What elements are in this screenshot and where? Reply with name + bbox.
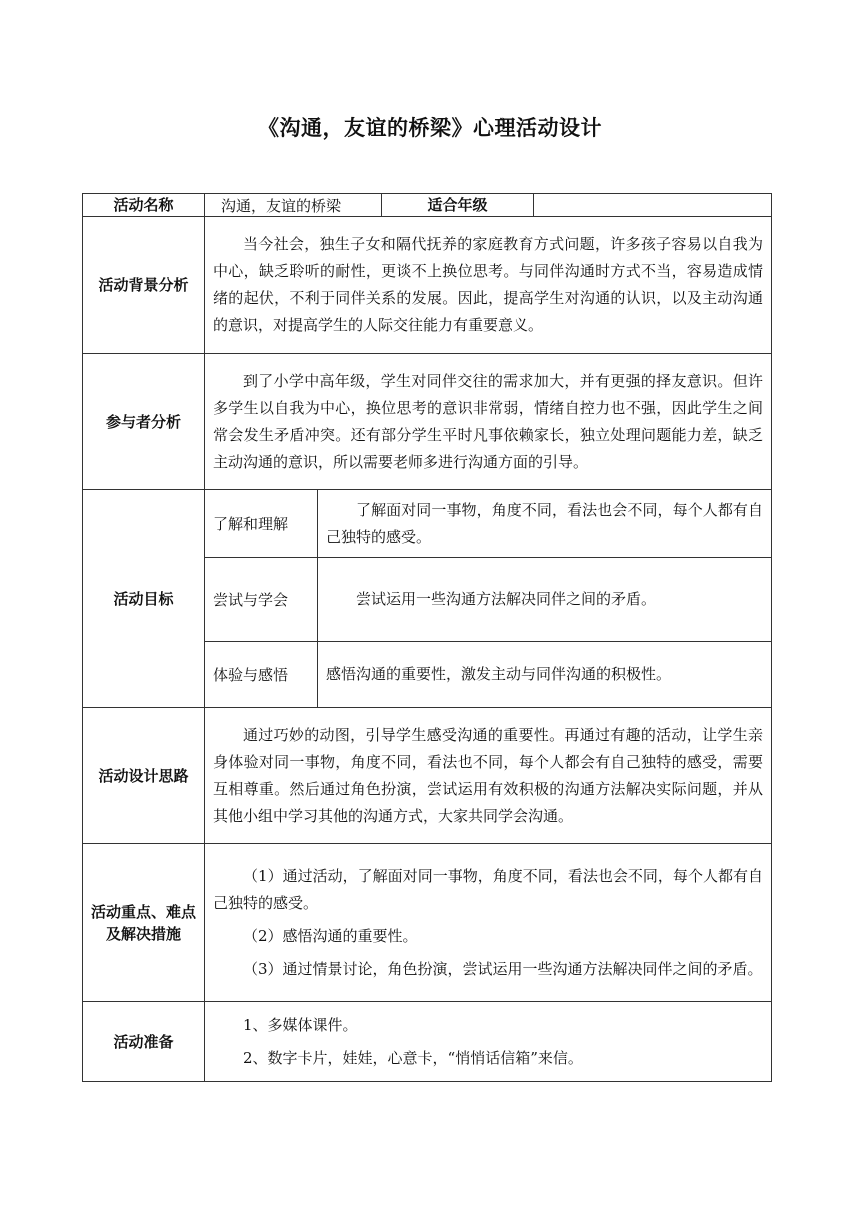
goal-2-cell <box>318 558 772 642</box>
label-participants: 参与者分析 <box>83 354 205 490</box>
label-keypoints: 活动重点、难点及解决措施 <box>83 844 205 1002</box>
label-activity-name: 活动名称 <box>83 194 205 217</box>
design-cell <box>205 708 772 844</box>
prep-item-2: 2、数字卡片，娃娃，心意卡，“悄悄话信箱”来信。 <box>243 1048 583 1067</box>
goal-3-text: 感悟沟通的重要性，激发主动与同伴沟通的积极性。 <box>326 665 672 683</box>
keypoint-1: （1）通过活动，了解面对同一事物，角度不同，看法也会不同，每个人都有自己独特的感受。 <box>213 866 764 912</box>
goal-3-cell <box>318 642 772 708</box>
prep-cell <box>205 1002 772 1082</box>
label-grade: 适合年级 <box>382 194 534 217</box>
keypoint-2: （2）感悟沟通的重要性。 <box>243 926 418 945</box>
row-activity-name <box>83 194 772 217</box>
activity-table <box>82 193 772 1082</box>
goal-1-cell <box>318 490 772 558</box>
keypoint-3: （3）通过情景讨论，角色扮演，尝试运用一些沟通方法解决同伴之间的矛盾。 <box>243 959 763 978</box>
goal-1-sub: 了解和理解 <box>205 490 318 558</box>
row-goal-1 <box>83 490 772 558</box>
design-text: 通过巧妙的动图，引导学生感受沟通的重要性。再通过有趣的活动，让学生亲身体验对同一事物，角度不同，看法也不同，每个人都会有自己独特的感受，需要互相尊重。然后通过角色扮演，尝试运用有效积极的沟通方法解决实际问题，并从其他小组中学习其他的沟通方式，大家共同学会沟通。 <box>213 725 764 825</box>
participants-text: 到了小学中高年级，学生对同伴交往的需求加大，并有更强的择友意识。但许多学生以自我为中心，换位思考的意识非常弱，情绪自控力也不强，因此学生之间常会发生矛盾冲突。还有部分学生平时凡事依赖家长，独立处理问题能力差，缺乏主动沟通的意识，所以需要老师多进行沟通方面的引导。 <box>213 371 764 471</box>
activity-name-value: 沟通，友谊的桥梁 <box>205 194 382 217</box>
goal-2-text: 尝试运用一些沟通方法解决同伴之间的矛盾。 <box>356 590 657 608</box>
prep-item-1: 1、多媒体课件。 <box>243 1015 358 1034</box>
goal-3-sub: 体验与感悟 <box>205 642 318 708</box>
row-keypoints <box>83 844 772 1002</box>
goal-1-text: 了解面对同一事物，角度不同，看法也会不同，每个人都有自己独特的感受。 <box>326 500 764 546</box>
grade-value <box>534 194 772 217</box>
row-participants <box>83 354 772 490</box>
row-design <box>83 708 772 844</box>
goal-2-sub: 尝试与学会 <box>205 558 318 642</box>
label-prep: 活动准备 <box>83 1002 205 1082</box>
background-text: 当今社会，独生子女和隔代抚养的家庭教育方式问题，许多孩子容易以自我为中心，缺乏聆听的耐性，更谈不上换位思考。与同伴沟通时方式不当，容易造成情绪的起伏，不利于同伴关系的发展。因此，提高学生对沟通的认识，以及主动沟通的意识，对提高学生的人际交往能力有重要意义。 <box>213 235 764 334</box>
row-background <box>83 217 772 354</box>
label-goals: 活动目标 <box>83 490 205 708</box>
document-title: 《沟通，友谊的桥梁》心理活动设计 <box>258 116 602 140</box>
participants-cell <box>205 354 772 490</box>
label-background: 活动背景分析 <box>83 217 205 354</box>
keypoints-cell <box>205 844 772 1002</box>
row-prep <box>83 1002 772 1082</box>
label-design: 活动设计思路 <box>83 708 205 844</box>
background-cell <box>205 217 772 354</box>
